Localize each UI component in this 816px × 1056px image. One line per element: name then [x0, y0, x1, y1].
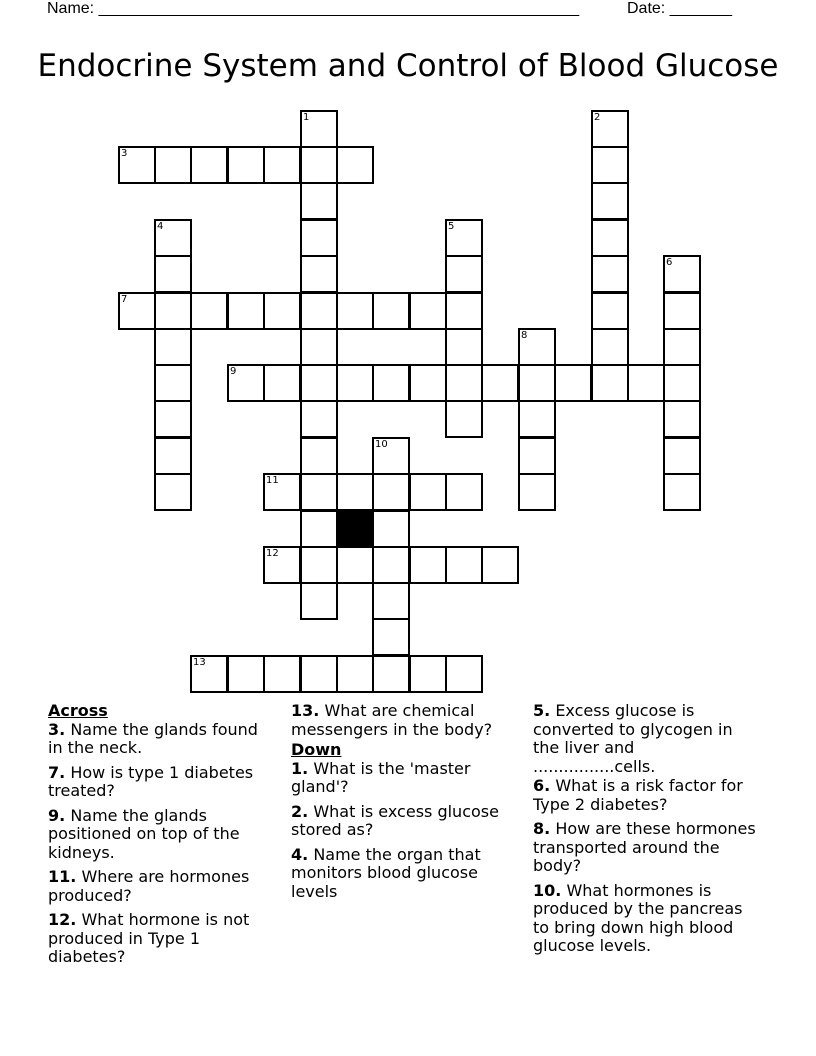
- crossword-cell[interactable]: [372, 655, 410, 693]
- crossword-cell[interactable]: [445, 473, 483, 511]
- crossword-cell[interactable]: [409, 546, 447, 584]
- clue-number: 13: [193, 657, 206, 668]
- crossword-cell[interactable]: [300, 582, 338, 620]
- crossword-cell[interactable]: [372, 473, 410, 511]
- down-clue-2: 2. What is excess glucose stored as?: [291, 801, 499, 839]
- crossword-cell[interactable]: [227, 655, 265, 693]
- crossword-cell-10[interactable]: [372, 437, 410, 475]
- crossword-cell[interactable]: [518, 364, 556, 402]
- down-clue-8: 8. How are these hormones transported around the body?: [533, 819, 756, 875]
- crossword-cell[interactable]: [263, 146, 301, 184]
- clue-number: 1: [303, 112, 310, 123]
- page-title: Endocrine System and Control of Blood Glucose: [37, 48, 779, 84]
- crossword-cell[interactable]: [336, 473, 374, 511]
- crossword-cell[interactable]: [154, 437, 192, 475]
- across-clue-9: 9. Name the glands positioned on top of the kidneys.: [48, 805, 240, 862]
- crossword-cell[interactable]: [300, 182, 338, 220]
- crossword-cell[interactable]: [227, 292, 265, 330]
- crossword-cell[interactable]: [481, 364, 519, 402]
- crossword-cell[interactable]: [154, 255, 192, 293]
- crossword-cell[interactable]: [518, 400, 556, 438]
- crossword-cell-2[interactable]: [591, 110, 629, 148]
- crossword-cell[interactable]: [591, 255, 629, 293]
- crossword-cell[interactable]: [190, 292, 228, 330]
- clue-number: 8: [521, 330, 528, 341]
- crossword-cell[interactable]: [518, 473, 556, 511]
- crossword-cell[interactable]: [663, 437, 701, 475]
- crossword-cell[interactable]: [663, 328, 701, 366]
- clue-number: 4: [157, 221, 164, 232]
- crossword-cell-3[interactable]: [118, 146, 156, 184]
- clue-number: 3: [121, 148, 128, 159]
- crossword-cell[interactable]: [445, 546, 483, 584]
- crossword-cell[interactable]: [300, 655, 338, 693]
- crossword-cell[interactable]: [372, 364, 410, 402]
- across-clue-12: 12. What hormone is not produced in Type 1 diabetes?: [48, 910, 250, 966]
- crossword-cell-8[interactable]: [518, 328, 556, 366]
- crossword-cell[interactable]: [663, 400, 701, 438]
- crossword-cell[interactable]: [663, 364, 701, 402]
- crossword-cell[interactable]: [154, 473, 192, 511]
- crossword-cell[interactable]: [591, 219, 629, 257]
- crossword-cell[interactable]: [481, 546, 519, 584]
- crossword-cell[interactable]: [300, 328, 338, 366]
- black-cell: [336, 510, 374, 548]
- crossword-cell[interactable]: [263, 364, 301, 402]
- crossword-cell[interactable]: [154, 328, 192, 366]
- crossword-cell[interactable]: [336, 364, 374, 402]
- crossword-cell[interactable]: [300, 546, 338, 584]
- crossword-cell[interactable]: [409, 292, 447, 330]
- crossword-cell[interactable]: [300, 510, 338, 548]
- crossword-cell[interactable]: [263, 655, 301, 693]
- crossword-cell[interactable]: [300, 146, 338, 184]
- crossword-cell[interactable]: [518, 437, 556, 475]
- crossword-cell[interactable]: [336, 546, 374, 584]
- crossword-cell[interactable]: [190, 146, 228, 184]
- crossword-cell[interactable]: [263, 292, 301, 330]
- crossword-cell[interactable]: [445, 255, 483, 293]
- down-heading: Down: [291, 740, 342, 759]
- crossword-cell[interactable]: [663, 292, 701, 330]
- clue-number: 10: [375, 439, 388, 450]
- crossword-cell[interactable]: [372, 618, 410, 656]
- crossword-cell-5[interactable]: [445, 219, 483, 257]
- crossword-cell[interactable]: [591, 146, 629, 184]
- crossword-cell[interactable]: [591, 292, 629, 330]
- crossword-cell[interactable]: [372, 546, 410, 584]
- crossword-cell[interactable]: [154, 146, 192, 184]
- crossword-cell[interactable]: [227, 146, 265, 184]
- clue-number: 7: [121, 294, 128, 305]
- crossword-cell[interactable]: [300, 219, 338, 257]
- crossword-cell[interactable]: [336, 146, 374, 184]
- clue-number: 6: [666, 257, 673, 268]
- crossword-cell[interactable]: [300, 255, 338, 293]
- clue-number: 9: [230, 366, 237, 377]
- crossword-cell[interactable]: [300, 473, 338, 511]
- crossword-cell-7[interactable]: [118, 292, 156, 330]
- crossword-cell[interactable]: [154, 364, 192, 402]
- clue-number: 2: [594, 112, 601, 123]
- crossword-cell-9[interactable]: [227, 364, 265, 402]
- crossword-cell-1[interactable]: [300, 110, 338, 148]
- crossword-cell[interactable]: [445, 292, 483, 330]
- across-clue-11: 11. Where are hormones produced?: [48, 867, 250, 905]
- crossword-cell[interactable]: [445, 655, 483, 693]
- down-clue-10: 10. What hormones is produced by the pancreas to bring down high blood glucose levels.: [533, 880, 743, 955]
- crossword-cell[interactable]: [445, 328, 483, 366]
- down-clue-1: 1. What is the 'master gland'?: [291, 758, 471, 796]
- down-clue-4: 4. Name the organ that monitors blood glucose levels: [291, 844, 481, 901]
- crossword-cell[interactable]: [336, 655, 374, 693]
- crossword-cell[interactable]: [409, 473, 447, 511]
- crossword-cell[interactable]: [663, 473, 701, 511]
- crossword-cell[interactable]: [554, 364, 592, 402]
- crossword-cell[interactable]: [591, 182, 629, 220]
- crossword-cell[interactable]: [154, 400, 192, 438]
- clues-column-1: [48, 702, 273, 973]
- clues-column-2: [291, 702, 516, 907]
- crossword-cell[interactable]: [445, 400, 483, 438]
- crossword-cell[interactable]: [372, 582, 410, 620]
- clue-number: 5: [448, 221, 455, 232]
- crossword-cell[interactable]: [591, 364, 629, 402]
- date-field[interactable]: Date: _______: [627, 0, 732, 17]
- across-clue-7: 7. How is type 1 diabetes treated?: [48, 762, 254, 800]
- crossword-cell-6[interactable]: [663, 255, 701, 293]
- crossword-cell[interactable]: [154, 292, 192, 330]
- across-heading: Across: [48, 701, 108, 720]
- crossword-cell[interactable]: [336, 292, 374, 330]
- crossword-cell-11[interactable]: [263, 473, 301, 511]
- down-clue-6: 6. What is a risk factor for Type 2 diabetes?: [533, 776, 743, 814]
- across-clue-13: 13. What are chemical messengers in the body?: [291, 701, 493, 739]
- clues-column-3: [533, 702, 758, 962]
- crossword-cell[interactable]: [372, 510, 410, 548]
- crossword-cell[interactable]: [300, 364, 338, 402]
- crossword-cell[interactable]: [372, 292, 410, 330]
- crossword-cell[interactable]: [300, 292, 338, 330]
- across-clue-3: 3. Name the glands found in the neck.: [48, 719, 258, 757]
- crossword-cell[interactable]: [300, 437, 338, 475]
- crossword-cell[interactable]: [409, 364, 447, 402]
- crossword-cell[interactable]: [445, 364, 483, 402]
- crossword-cell[interactable]: [409, 655, 447, 693]
- crossword-cell[interactable]: [300, 400, 338, 438]
- down-clue-5: 5. Excess glucose is converted to glycogen in the liver and ................cells.: [533, 701, 733, 776]
- clue-number: 11: [266, 475, 279, 486]
- crossword-cell[interactable]: [591, 328, 629, 366]
- crossword-cell-12[interactable]: [263, 546, 301, 584]
- clue-number: 12: [266, 548, 279, 559]
- crossword-cell-13[interactable]: [190, 655, 228, 693]
- name-field[interactable]: Name: ______________________________________________________: [47, 0, 580, 17]
- crossword-cell-4[interactable]: [154, 219, 192, 257]
- crossword-cell[interactable]: [627, 364, 665, 402]
